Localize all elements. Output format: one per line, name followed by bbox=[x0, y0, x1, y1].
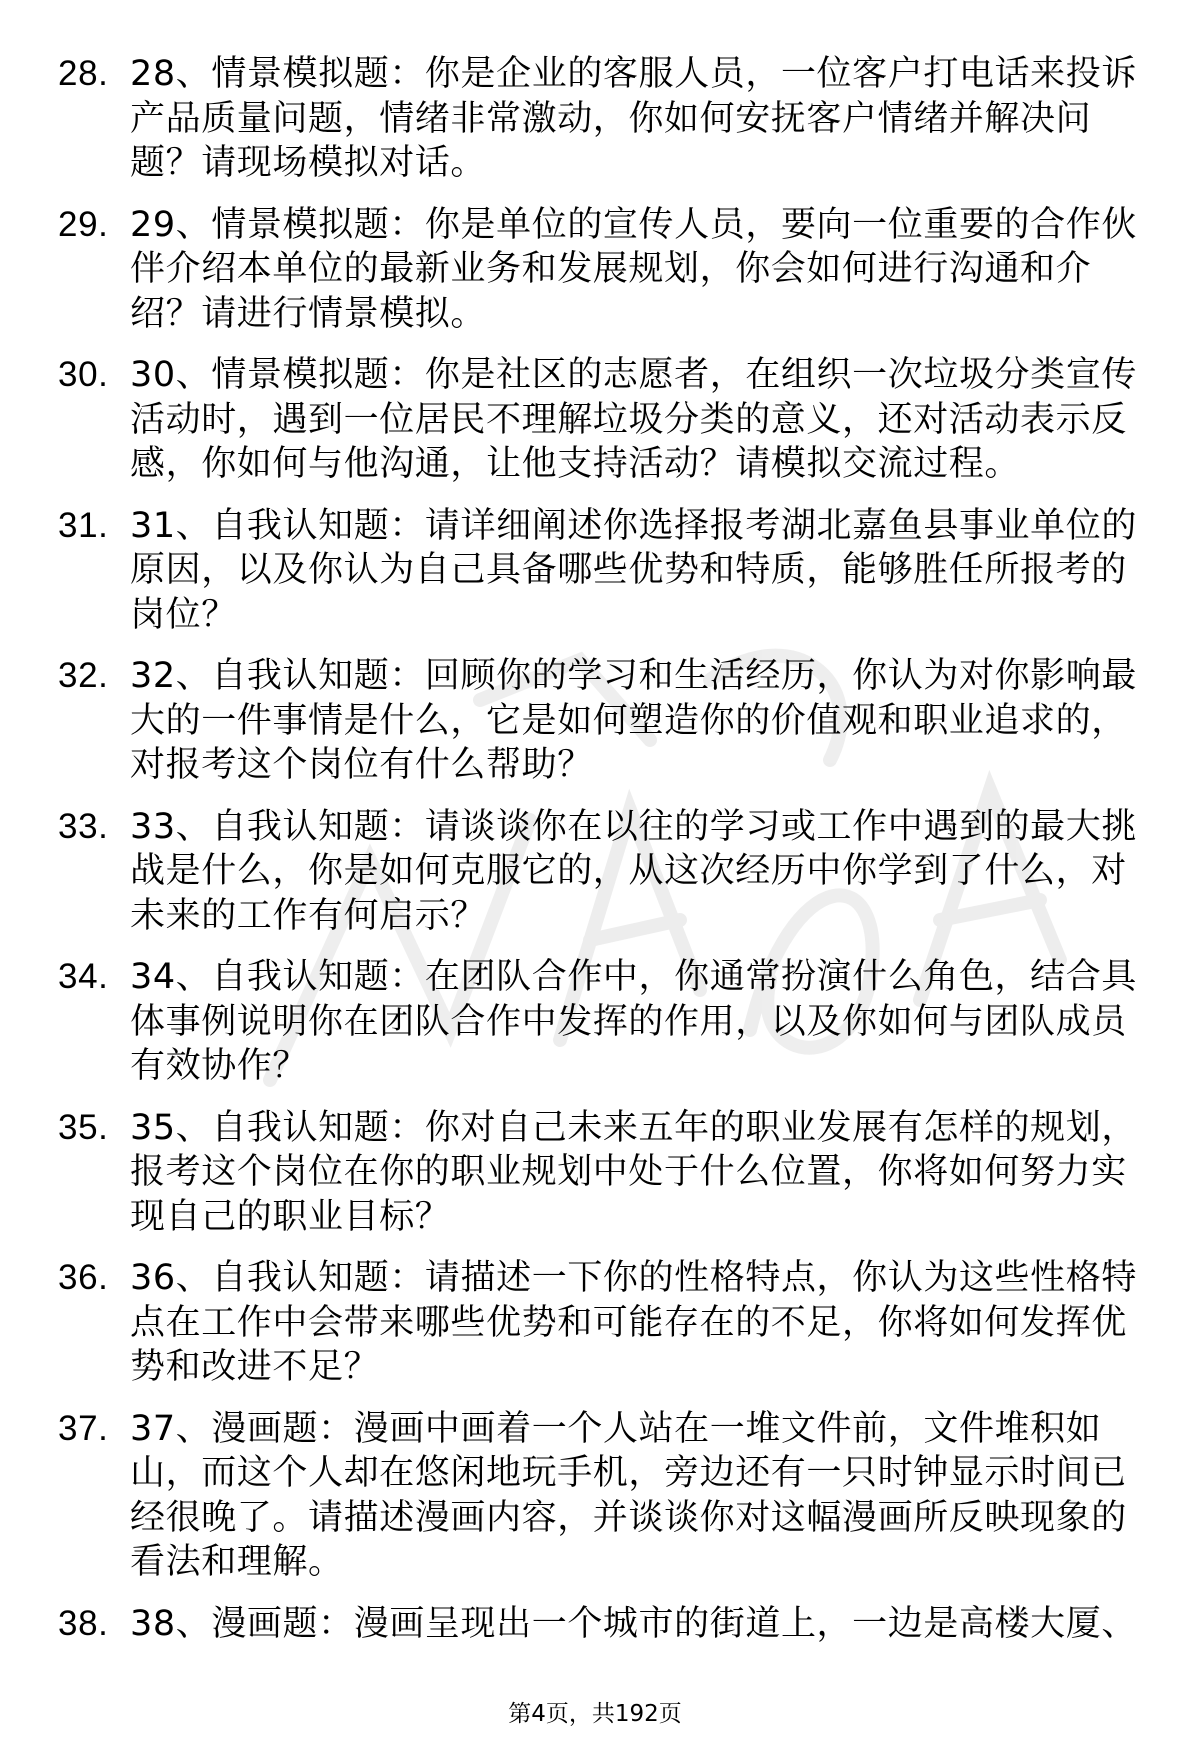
question-text: 32、自我认知题：回顾你的学习和生活经历，你认为对你影响最大的一件事情是什么，它是如何塑造你的价值观和职业追求的，对报考这个岗位有什么帮助？ bbox=[130, 656, 1137, 785]
question-text: 37、漫画题：漫画中画着一个人站在一堆文件前，文件堆积如山，而这个人却在悠闲地玩手机，旁边还有一只时钟显示时间已经很晚了。请描述漫画内容，并谈谈你对这幅漫画所反映现象的看法和理解。 bbox=[130, 1408, 1127, 1582]
question-text: 38、漫画题：漫画呈现出一个城市的街道上，一边是高楼大厦、 bbox=[130, 1603, 1137, 1644]
question-text: 34、自我认知题：在团队合作中，你通常扮演什么角色，结合具体事例说明你在团队合作中发挥的作用，以及你如何与团队成员有效协作？ bbox=[130, 957, 1137, 1086]
list-item bbox=[58, 1407, 1156, 1585]
question-number: 32. bbox=[58, 656, 109, 695]
list-item bbox=[58, 1256, 1156, 1390]
question-number: 35. bbox=[58, 1107, 109, 1147]
question-number: 34. bbox=[58, 957, 109, 996]
question-text: 30、情景模拟题：你是社区的志愿者，在组织一次垃圾分类宣传活动时，遇到一位居民不理解垃圾分类的意义，还对活动表示反感，你如何与他沟通，让他支持活动？请模拟交流过程。 bbox=[130, 355, 1137, 484]
question-number: 37. bbox=[58, 1408, 109, 1448]
question-number: 38. bbox=[58, 1603, 109, 1643]
question-text: 36、自我认知题：请描述一下你的性格特点，你认为这些性格特点在工作中会带来哪些优势和可能存在的不足，你将如何发挥优势和改进不足？ bbox=[130, 1258, 1137, 1387]
question-number: 30. bbox=[58, 355, 109, 394]
question-text: 33、自我认知题：请谈谈你在以往的学习或工作中遇到的最大挑战是什么，你是如何克服它的，从这次经历中你学到了什么，对未来的工作有何启示？ bbox=[130, 806, 1137, 936]
question-number: 31. bbox=[58, 505, 109, 545]
list-item bbox=[58, 52, 1156, 186]
list-item bbox=[58, 805, 1156, 939]
list-item bbox=[58, 1602, 1156, 1647]
list-item bbox=[58, 654, 1156, 788]
list-item bbox=[58, 504, 1156, 638]
list-item bbox=[58, 353, 1156, 487]
question-text: 35、自我认知题：你对自己未来五年的职业发展有怎样的规划，报考这个岗位在你的职业规划中处于什么位置，你将如何努力实现自己的职业目标？ bbox=[130, 1107, 1137, 1237]
question-number: 33. bbox=[58, 806, 109, 846]
question-text: 29、情景模拟题：你是单位的宣传人员，要向一位重要的合作伙伴介绍本单位的最新业务和发展规划，你会如何进行沟通和介绍？请进行情景模拟。 bbox=[130, 204, 1137, 334]
question-text: 28、情景模拟题：你是企业的客服人员，一位客户打电话来投诉产品质量问题，情绪非常激动，你如何安抚客户情绪并解决问题？请现场模拟对话。 bbox=[130, 54, 1137, 183]
question-list bbox=[58, 52, 1156, 1663]
list-item bbox=[58, 203, 1156, 337]
question-text: 31、自我认知题：请详细阐述你选择报考湖北嘉鱼县事业单位的原因，以及你认为自己具备哪些优势和特质，能够胜任所报考的岗位？ bbox=[130, 505, 1137, 635]
list-item bbox=[58, 1106, 1156, 1240]
question-number: 36. bbox=[58, 1258, 109, 1297]
list-item bbox=[58, 955, 1156, 1089]
question-number: 28. bbox=[58, 54, 109, 93]
page-footer bbox=[0, 1699, 1190, 1729]
question-number: 29. bbox=[58, 204, 109, 244]
page-number-label: 第4页，共192页 bbox=[508, 1701, 682, 1727]
